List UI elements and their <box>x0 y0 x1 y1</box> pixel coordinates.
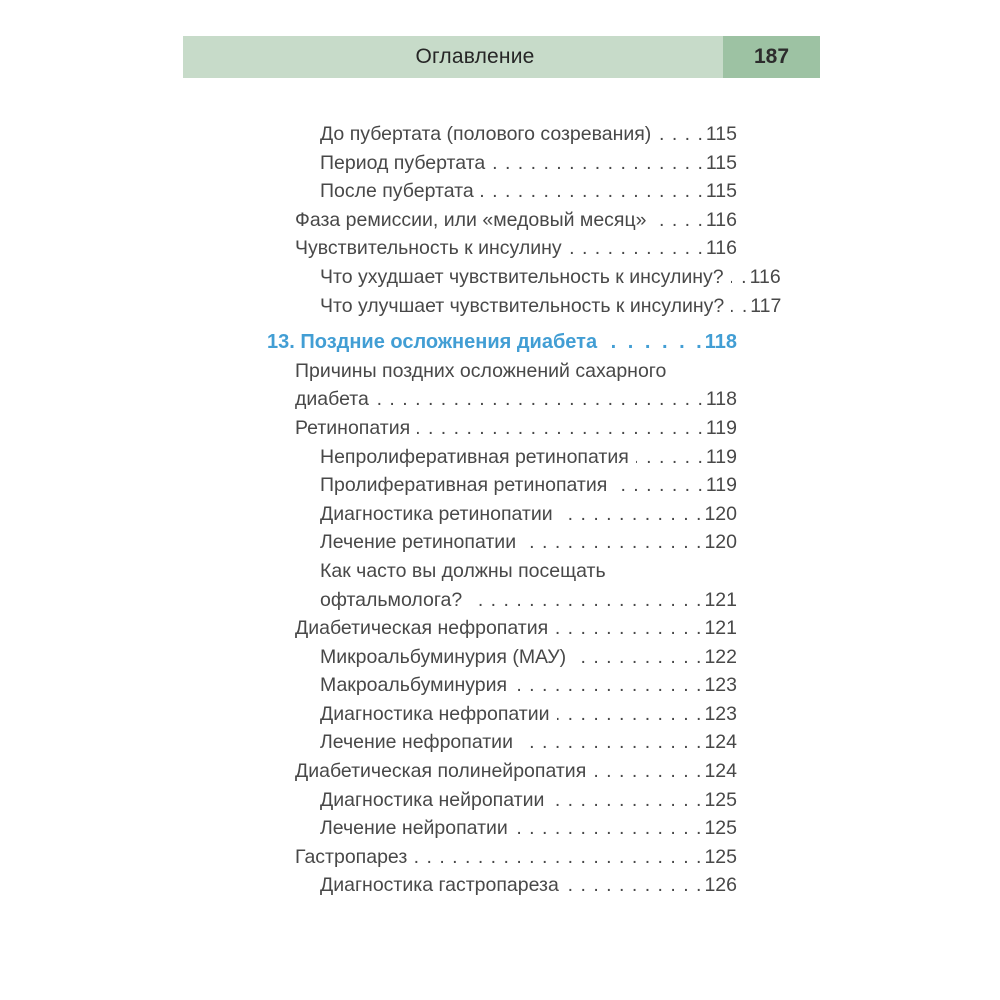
toc-entry <box>267 528 737 557</box>
toc-entry <box>267 120 737 149</box>
toc-entry-page: 119 <box>705 474 737 497</box>
toc-entry <box>267 500 737 529</box>
toc-entry-label: Микроальбуминурия (МАУ) <box>320 645 567 668</box>
toc-entry-page: 120 <box>704 531 737 554</box>
toc-entry-label: Лечение нейропатии <box>320 817 508 840</box>
dot-leader <box>593 757 701 786</box>
dot-leader <box>523 528 701 557</box>
toc-entry-label: диабета <box>295 388 369 411</box>
toc-entry-label: Лечение ретинопатии <box>320 531 517 554</box>
toc-entry-label: Диагностика ретинопатии <box>320 502 553 525</box>
toc-entry-label: 13. Поздние осложнения диабета <box>267 331 598 354</box>
toc-entry-label: После пубертата <box>320 180 474 203</box>
toc-entry <box>267 357 737 414</box>
toc-entry <box>267 206 737 235</box>
toc-entry-label: До пубертата (полового созревания) <box>320 123 652 145</box>
toc-entry-label: Что ухудшает чувствительность к инсулину? <box>320 265 724 288</box>
toc-entry <box>267 728 737 757</box>
toc-entry-page: 121 <box>704 617 737 640</box>
dot-leader <box>481 177 703 206</box>
dot-leader <box>555 614 701 643</box>
dot-leader <box>469 586 701 615</box>
toc-entry <box>267 292 782 321</box>
toc-entry <box>267 443 737 472</box>
toc-entry <box>267 263 781 292</box>
toc-entry <box>267 700 737 729</box>
toc-entry-page: 124 <box>704 731 737 754</box>
toc-entry <box>267 471 737 500</box>
toc-entry-page: 125 <box>704 845 737 868</box>
toc-entry <box>267 757 737 786</box>
header-page-number-box <box>723 36 820 78</box>
toc-entry-label: Период пубертата <box>320 151 486 174</box>
dot-leader <box>566 871 702 900</box>
dot-leader <box>551 786 701 815</box>
dot-leader <box>520 728 701 757</box>
toc-entry-page: 116 <box>749 265 781 288</box>
toc-entry-page: 119 <box>705 445 737 468</box>
toc-entry <box>267 414 737 443</box>
dot-leader <box>658 120 703 149</box>
toc-entry <box>267 871 737 900</box>
toc-entry <box>267 814 737 843</box>
toc-entry-label: офтальмолога? <box>320 588 463 611</box>
dot-leader <box>569 234 703 263</box>
toc-entry <box>267 177 737 206</box>
toc-entry-page: 123 <box>704 702 737 725</box>
toc-entry-label: Диагностика нейропатии <box>320 788 545 811</box>
toc-entry-label: Фаза ремиссии, или «медовый месяц» <box>295 208 647 231</box>
toc-entry-page: 124 <box>704 760 737 783</box>
toc-entry <box>267 614 737 643</box>
dot-leader <box>414 843 701 872</box>
header-page-number: 187 <box>753 45 790 68</box>
toc-entry-label: Непролиферативная ретинопатия <box>320 445 629 468</box>
toc-entry <box>267 557 737 614</box>
toc-entry-page: 116 <box>705 237 737 260</box>
toc-entry-page: 119 <box>705 416 737 439</box>
toc-entry-page: 125 <box>704 817 737 840</box>
toc-chapter-entry <box>267 328 737 357</box>
toc-entry <box>267 843 737 872</box>
dot-leader <box>636 443 703 472</box>
toc-entry-label: Диагностика нефропатии <box>320 702 550 725</box>
page-header <box>183 36 820 78</box>
dot-leader <box>557 700 702 729</box>
toc-entry-label: Лечение нефропатии <box>320 731 513 754</box>
dot-leader <box>376 385 703 414</box>
toc-entry-page: 120 <box>704 502 737 525</box>
toc-entry-label: Гастропарез <box>295 845 408 868</box>
page-header-title: Оглавление <box>415 45 535 68</box>
dot-leader <box>515 814 702 843</box>
toc-entry-text-line: Как часто вы должны посещать <box>320 559 606 582</box>
dot-leader <box>614 471 703 500</box>
toc-entry-page: 122 <box>704 645 737 668</box>
dot-leader <box>492 149 703 178</box>
dot-leader <box>514 671 701 700</box>
toc-entry-label: Что улучшает чувствительность к инсулину? <box>320 294 725 317</box>
toc-entry <box>267 234 737 263</box>
toc-entry-page: 116 <box>705 208 737 231</box>
header-title-area <box>183 36 723 78</box>
dot-leader <box>604 328 702 357</box>
toc-entry <box>267 643 737 672</box>
dot-leader <box>560 500 702 529</box>
toc-entry-page: 118 <box>705 388 737 411</box>
toc-entry-label: Чувствительность к инсулину <box>295 237 562 260</box>
toc-entry-label: Диабетическая полинейропатия <box>295 760 587 783</box>
toc-entry-page: 125 <box>704 788 737 811</box>
toc-entry-label: Макроальбуминурия <box>320 674 508 697</box>
dot-leader <box>731 292 747 321</box>
dot-leader <box>573 643 701 672</box>
toc-entry-page: 117 <box>750 294 782 317</box>
dot-leader <box>731 263 747 292</box>
dot-leader <box>417 414 703 443</box>
toc-entry-label: Пролиферативная ретинопатия <box>320 474 608 497</box>
toc-entry-page: 118 <box>704 331 737 354</box>
toc-entry <box>267 149 737 178</box>
toc-entry-page: 121 <box>704 588 737 611</box>
toc-entry <box>267 671 737 700</box>
toc-entry <box>267 786 737 815</box>
toc-entry-page: 115 <box>705 151 737 174</box>
toc-entry-page: 126 <box>704 874 737 897</box>
toc-entry-label: Диабетическая нефропатия <box>295 617 549 640</box>
toc-entry-page: 115 <box>705 123 737 145</box>
dot-leader <box>654 206 703 235</box>
toc-entry-page: 123 <box>704 674 737 697</box>
toc-entry-text-line: Причины поздних осложнений сахарного <box>295 359 667 382</box>
table-of-contents <box>267 120 782 900</box>
toc-entry-label: Диагностика гастропареза <box>320 874 559 897</box>
toc-entry-label: Ретинопатия <box>295 416 411 439</box>
toc-entry-page: 115 <box>705 180 737 203</box>
